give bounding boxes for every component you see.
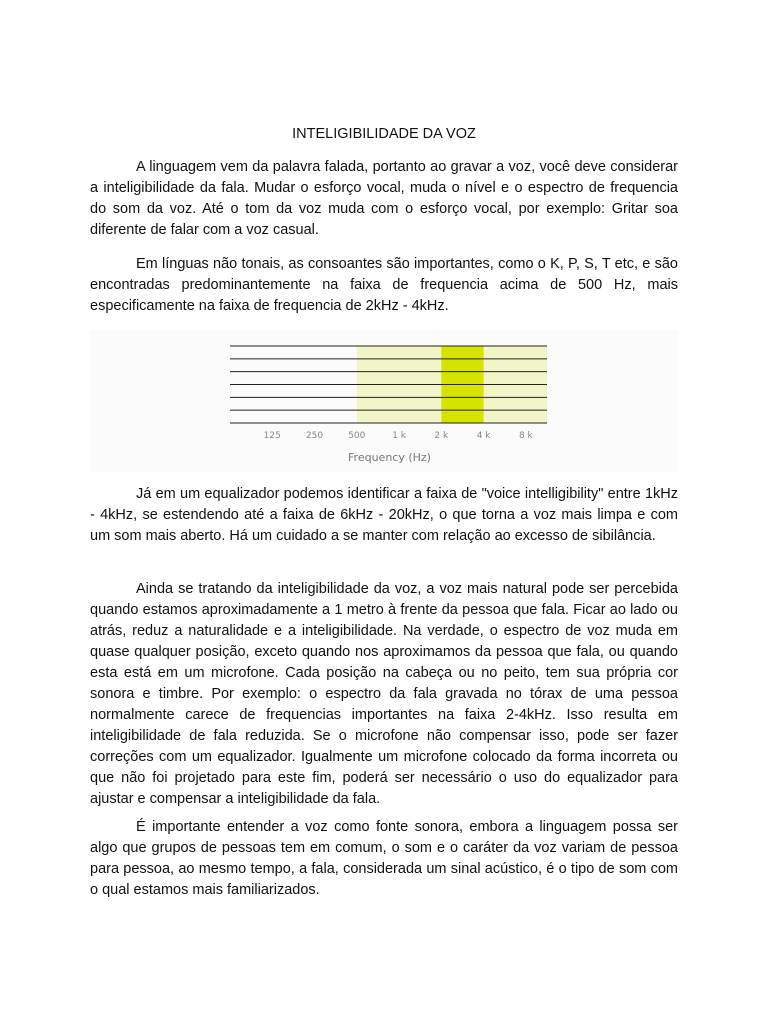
x-tick-label: 1 k <box>392 431 406 441</box>
x-axis-label: Frequency (Hz) <box>348 451 431 464</box>
paragraph-3: Já em um equalizador podemos identificar a faixa de "voice intelligibility" entre 1kHz - 4kHz, se estendendo até a faixa de 6kHz - 20kHz, o que torna a voz mais limpa e com um som mais aberto. Há um cuidado a se manter com relação ao excesso de sibilância. <box>90 486 678 544</box>
x-tick-label: 2 k <box>434 431 449 441</box>
paragraph-4: Ainda se tratando da inteligibilidade da voz, a voz mais natural pode ser percebida quando estamos aproximadamente a 1 metro à frente da pessoa que fala. Ficar ao lado ou atrás, reduz a naturalidade e a inteligibilidade. Na verdade, o espectro de voz muda em quase qualquer posição, exceto quando nos aproximamos da pessoa que fala, ou quando esta está em um microfone. Cada posição na cabeça ou no peito, tem sua própria cor sonora e timbre. Por exemplo: o espectro da fala gravada no tórax de uma pessoa normalmente carece de frequencias importantes na faixa 2-4kHz. Isso resulta em inteligibilidade de fala reduzida. Se o microfone não compensar isso, pode ser fazer correções com um equalizador. Igualmente um microfone colocado da forma incorreta ou que não foi projetado para este fim, poderá ser necessário o uso do equalizador para ajustar e compensar a inteligibilidade da fala. <box>90 581 678 807</box>
paragraph-5: É importante entender a voz como fonte sonora, embora a linguagem possa ser algo que grupos de pessoas tem em comum, o som e o caráter da voz variam de pessoa para pessoa, ao mesmo tempo, a fala, considerada um sinal acústico, é o tipo de som com o qual estamos mais familiarizados. <box>90 819 678 898</box>
frequency-chart <box>90 330 678 472</box>
paragraph-2: Em línguas não tonais, as consoantes são importantes, como o K, P, S, T etc, e são encontradas predominantemente na faixa de frequencia acima de 500 Hz, mais especificamente na faixa de frequencia de 2kHz - 4kHz. <box>90 256 678 314</box>
paragraph-1: A linguagem vem da palavra falada, portanto ao gravar a voz, você deve considerar a inteligibilidade da fala. Mudar o esforço vocal, muda o nível e o espectro de frequencia do som da voz. Até o tom da voz muda com o esforço vocal, por exemplo: Gritar soa diferente de falar com a voz casual. <box>90 159 678 238</box>
x-tick-label: 500 <box>348 431 366 441</box>
x-tick-label: 8 k <box>518 431 533 441</box>
x-tick-label: 250 <box>305 431 324 441</box>
document-title: INTELIGIBILIDADE DA VOZ <box>292 126 476 142</box>
x-tick-label: 125 <box>263 431 281 441</box>
frequency-chart-svg <box>90 330 678 472</box>
x-tick-label: 4 k <box>476 431 491 441</box>
